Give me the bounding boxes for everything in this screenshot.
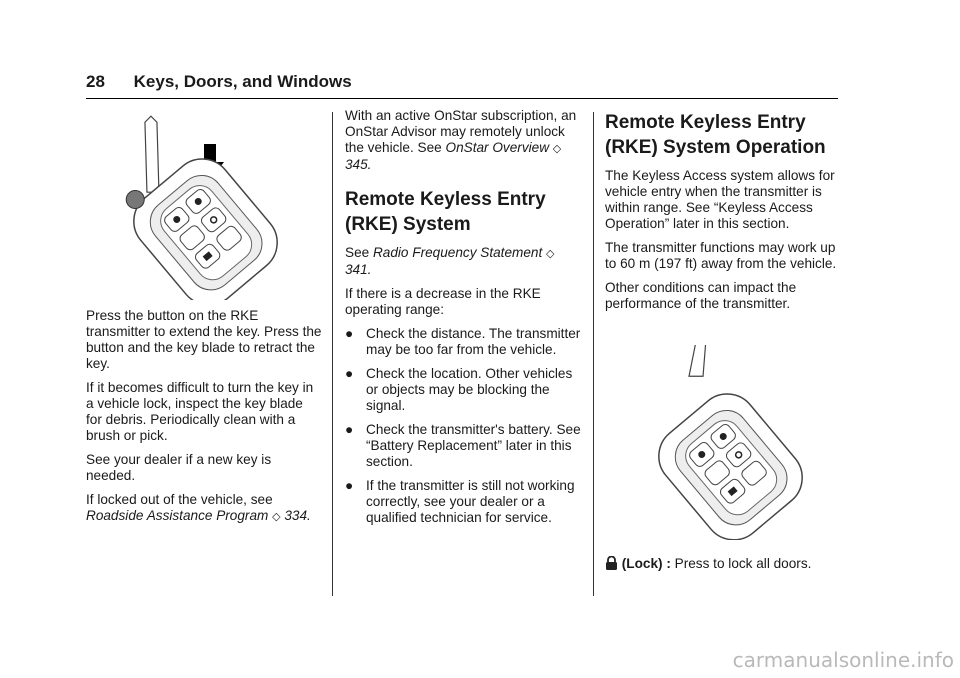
paragraph-keyless-access: The Keyless Access system allows for vehicle entry when the transmitter is within range. See “Keyless Access Operation” later in this section. [605,168,835,231]
radio-frequency-link[interactable]: Radio Frequency Statement [372,245,543,260]
page-ref-number: 345. [345,157,372,172]
range-checklist [345,326,581,526]
section-title: Keys, Doors, and Windows [133,72,352,91]
paragraph-key-debris: If it becomes difficult to turn the key in a vehicle lock, inspect the key blade for debris. Periodically clean with a brush or pick. [86,380,314,443]
paragraph-locked-out: If locked out of the vehicle, see Roadside Assistance Program ◇ 334. [86,492,311,523]
paragraph-conditions: Other conditions can impact the performance of the transmitter. [605,280,797,311]
watermark: carmanualsonline.info [732,648,954,672]
header-rule [86,98,838,99]
column-divider-2 [593,112,594,596]
lock-description [605,556,845,572]
column-divider-1 [332,112,333,596]
page-ref-icon: ◇ [546,248,555,260]
page-ref-icon: ◇ [552,143,562,155]
column-2 [345,108,581,534]
paragraph-range: The transmitter functions may work up to 60 m (197 ft) away from the vehicle. [605,240,837,271]
key-fob-illustration [625,345,825,540]
key-fob-illustration-extend [110,110,290,300]
onstar-overview-link[interactable]: OnStar Overview [445,140,550,155]
heading-rke-operation: Remote Keyless Entry (RKE) System Operation [605,112,826,158]
lock-label: (Lock) : [621,556,671,571]
paragraph-onstar: With an active OnStar subscription, an OnStar Advisor may remotely unlock the vehicle. See OnStar Overview ◇ 345. [345,108,577,172]
lock-text: Press to lock all doors. [674,556,812,571]
paragraph-extend-key: Press the button on the RKE transmitter to extend the key. Press the button and the key blade to retract the key. [86,308,322,371]
list-item: ● Check the distance. The transmitter may be too far from the vehicle. [345,326,581,357]
column-1 [86,308,322,533]
roadside-assistance-link[interactable]: Roadside Assistance Program [86,508,269,523]
column-3 [605,110,841,320]
paragraph-radio-frequency: See Radio Frequency Statement ◇ 341. [345,245,555,277]
paragraph-new-key: See your dealer if a new key is needed. [86,452,272,483]
page-ref-number: 341. [345,262,372,277]
list-item: ● Check the transmitter's battery. See “Battery Replacement” later in this section. [345,422,581,469]
list-item: ● Check the location. Other vehicles or objects may be blocking the signal. [345,366,573,413]
page-header [86,72,352,92]
page-ref-icon: ◇ [272,511,281,523]
heading-rke-system: Remote Keyless Entry (RKE) System [345,189,546,235]
paragraph-range-decrease: If there is a decrease in the RKE operating range: [345,286,541,317]
page-number: 28 [86,72,105,91]
lock-icon [605,556,618,570]
list-item: ● If the transmitter is still not working correctly, see your dealer or a qualified technician for service. [345,478,575,525]
page-ref-number: 334. [284,508,311,523]
